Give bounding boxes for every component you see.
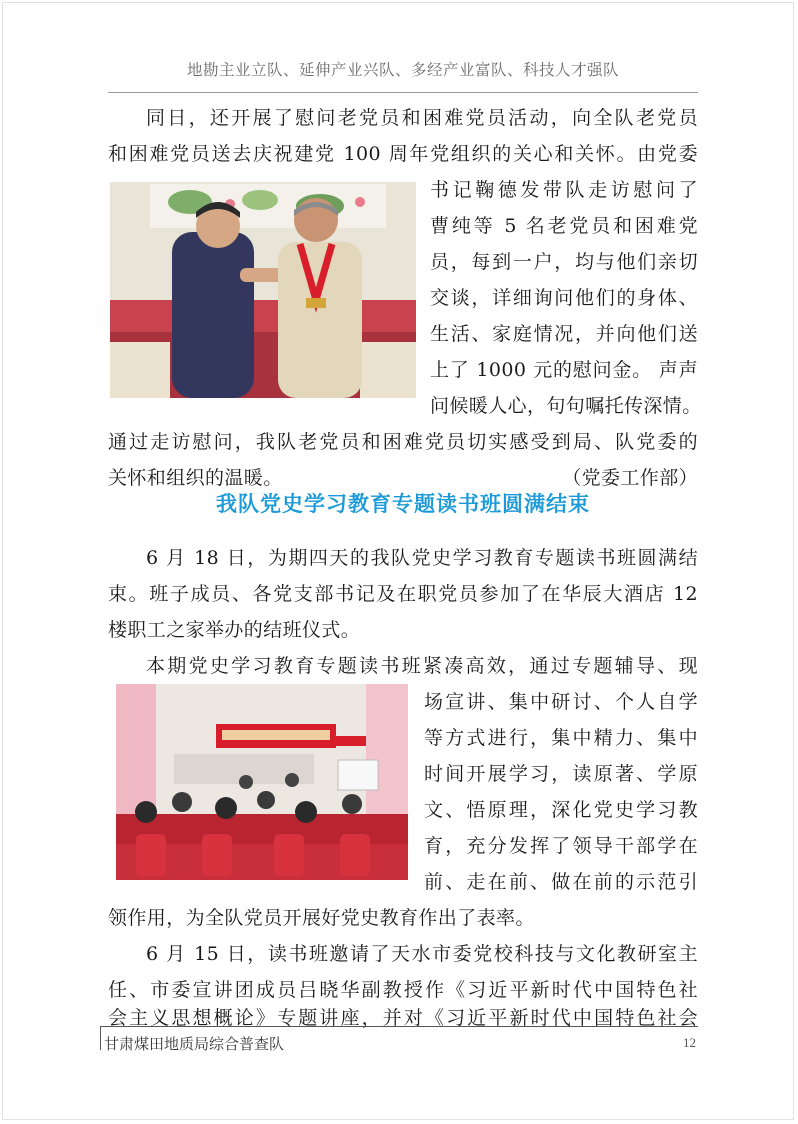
- article2-line-14: 会主义思想概论》专题讲座，并对《习近平新时代中国特色社会: [108, 1007, 698, 1029]
- article1-line-10: 通过走访慰问，我队老党员和困难党员切实感受到局、队党委的: [108, 431, 698, 453]
- photo-reading-class: [116, 684, 408, 880]
- article1-line-9: 问候暖人心，句句嘱托传深情。: [430, 395, 702, 417]
- article1-line-6: 交谈，详细询问他们的身体、: [430, 287, 698, 309]
- footer-tick: [100, 1026, 101, 1050]
- article1-line-11: 关怀和组织的温暖。: [108, 467, 283, 489]
- photo-visiting-veteran: [110, 182, 416, 398]
- article2-line-9: 育，充分发挥了领导干部学在: [424, 835, 698, 857]
- article1-line-5: 员，每到一户，均与他们亲切: [430, 251, 698, 273]
- article1-line-1: 同日，还开展了慰问老党员和困难党员活动，向全队老党员: [146, 107, 698, 129]
- page-number: 12: [683, 1035, 696, 1050]
- article2-line-13: 任、市委宣讲团成员吕晓华副教授作《习近平新时代中国特色社: [108, 979, 698, 1001]
- article2-line-12: 6 月 15 日，读书班邀请了天水市委党校科技与文化教研室主: [146, 943, 698, 965]
- article2-line-10: 前、走在前、做在前的示范引: [424, 871, 698, 893]
- article2-line-3: 楼职工之家举办的结班仪式。: [108, 619, 361, 641]
- article2-line-1: 6 月 18 日，为期四天的我队党史学习教育专题读书班圆满结: [146, 547, 698, 569]
- article2-line-8: 文、悟原理，深化党史学习教: [424, 799, 698, 821]
- article2-line-2: 束。班子成员、各党支部书记及在职党员参加了在华辰大酒店 12: [108, 583, 698, 605]
- article2-line-11: 领作用，为全队党员开展好党史教育作出了表率。: [108, 907, 535, 929]
- article1-byline: （党委工作部）: [562, 467, 698, 489]
- footer-rule: [100, 1026, 698, 1027]
- page-header: 地勘主业立队、延伸产业兴队、多经产业富队、科技人才强队: [186, 61, 619, 79]
- article1-line-8: 上了 1000 元的慰问金。 声声: [430, 359, 698, 381]
- article2-line-6: 等方式进行，集中精力、集中: [424, 727, 698, 749]
- article2-line-7: 时间开展学习，读原著、学原: [424, 763, 698, 785]
- article1-line-3: 书记鞠德发带队走访慰问了: [430, 179, 698, 201]
- article1-line-7: 生活、家庭情况，并向他们送: [430, 323, 698, 345]
- article1-line-2: 和困难党员送去庆祝建党 100 周年党组织的关心和关怀。由党委: [108, 143, 698, 165]
- footer-organization: 甘肃煤田地质局综合普查队: [104, 1035, 285, 1053]
- article1-line-4: 曹纯等 5 名老党员和困难党: [430, 215, 698, 237]
- article2-title: 我队党史学习教育专题读书班圆满结束: [216, 492, 590, 516]
- header-rule: [108, 92, 698, 93]
- article2-line-4: 本期党史学习教育专题读书班紧凑高效，通过专题辅导、现: [146, 655, 698, 677]
- article2-line-5: 场宣讲、集中研讨、个人自学: [424, 691, 698, 713]
